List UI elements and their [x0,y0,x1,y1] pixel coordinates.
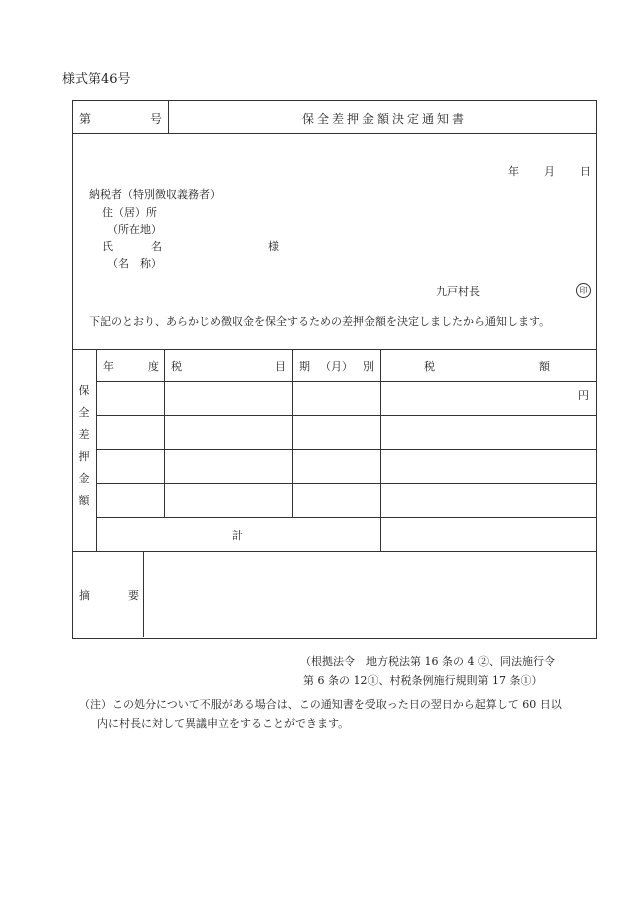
row-line-4 [96,483,596,484]
row-line-2 [96,415,596,416]
header-vertical-divider [168,100,169,133]
col-divider-2 [292,349,293,517]
col-divider-1 [164,349,165,517]
remarks-divider [143,551,144,637]
total-label: 計 [232,529,243,542]
col-header-period: 期 （月） 別 [299,360,374,373]
location-label: （所在地） [107,223,162,236]
address-label: 住（居）所 [102,206,157,219]
table-top-line [72,349,596,350]
col-header-tax-item: 税 目 [171,360,286,373]
side-label-hozen-sashiosae-kingaku [77,380,91,512]
appeal-note-line1: （注）この処分について不服がある場合は、この通知書を受取った日の翌日から起算して 60 日以 [79,698,562,711]
header-go: 号 [150,112,163,126]
seal-mark: 印 [576,283,591,298]
date-year: 年 [508,165,519,178]
row-line-3 [96,449,596,450]
yen-unit: 円 [578,389,589,402]
side-label-char: 金 [78,472,90,485]
col-header-tax-amount: 税 額 [424,360,550,373]
legal-basis-line1: （根拠法令 地方税法第 16 条の 4 ②、同法施行令 [300,655,555,668]
side-label-char: 押 [78,450,90,463]
row-line-1 [96,381,596,382]
remarks-label-b: 要 [128,589,139,602]
appeal-note-line2: 内に村長に対して異議申立をすることができます。 [97,717,350,730]
date-month: 月 [544,165,555,178]
table-bottom-line [72,551,596,552]
taxpayer-label: 納税者（特別徴収義務者） [89,188,221,201]
honorific-sama: 様 [268,240,279,253]
issuer-name: 九戸村長 [436,285,480,298]
form-number: 様式第46号 [62,72,131,87]
notice-body-text: 下記のとおり、あらかじめ徴収金を保全するための差押金額を決定しましたから通知します。 [89,315,551,328]
header-dai: 第 [79,112,92,126]
col-divider-3 [380,349,381,551]
row-line-5 [96,517,596,518]
legal-basis-line2: 第 6 条の 12①、村税条例施行規則第 17 条①） [303,674,543,687]
header-divider [72,133,596,134]
side-label-char: 全 [78,406,90,419]
side-label-char: 保 [78,384,90,397]
side-label-char: 差 [78,428,90,441]
date-day: 日 [580,165,591,178]
side-label-char: 額 [78,494,90,507]
document-title: 保全差押金額決定通知書 [302,112,468,126]
name-label-b: 名 [151,240,162,253]
col-header-year: 年 度 [103,360,159,373]
name-label-a: 氏 [102,240,113,253]
remarks-label-a: 摘 [79,589,90,602]
title-name-label: （名 称） [107,257,162,270]
side-label-divider [96,349,97,551]
